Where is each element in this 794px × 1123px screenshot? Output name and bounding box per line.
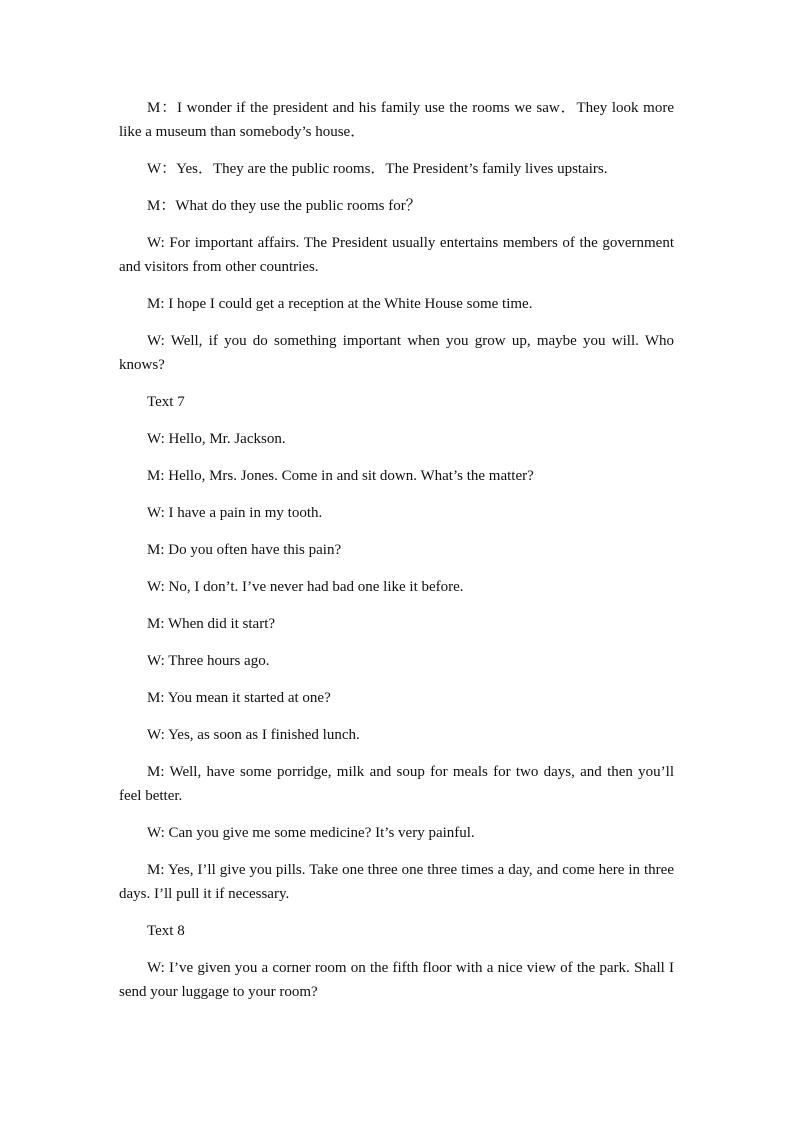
dialogue-line: M: Hello, Mrs. Jones. Come in and sit down. What’s the matter? (147, 468, 534, 484)
dialogue-line: W: I’ve given you a corner room on the fifth floor with a nice view of the park. Shall I send your luggage to your room? (119, 960, 674, 1000)
dialogue-line: M: You mean it started at one? (147, 690, 331, 706)
dialogue-line: W：Yes．They are the public rooms．The President’s family lives upstairs. (147, 161, 608, 177)
section-heading: Text 8 (147, 923, 185, 939)
dialogue-line: W: Hello, Mr. Jackson. (147, 431, 286, 447)
dialogue-line: W: Well, if you do something important when you grow up, maybe you will. Who knows? (119, 333, 674, 373)
dialogue-line: W: Three hours ago. (147, 653, 270, 669)
dialogue-line: M: Yes, I’ll give you pills. Take one three one three times a day, and come here in three days. I’ll pull it if necessary. (119, 862, 674, 902)
dialogue-line: W: Yes, as soon as I finished lunch. (147, 727, 360, 743)
dialogue-line: M: When did it start? (147, 616, 276, 632)
section-heading: Text 7 (147, 394, 185, 410)
dialogue-line: M: Well, have some porridge, milk and soup for meals for two days, and then you’ll feel better. (119, 764, 674, 804)
dialogue-line: M：I wonder if the president and his family use the rooms we saw．They look more like a museum than somebody’s house． (119, 100, 674, 140)
dialogue-line: W: For important affairs. The President usually entertains members of the government and visitors from other countries. (119, 235, 674, 275)
dialogue-line: W: No, I don’t. I’ve never had bad one like it before. (147, 579, 464, 595)
dialogue-line: W: Can you give me some medicine? It’s very painful. (147, 825, 475, 841)
dialogue-line: W: I have a pain in my tooth. (147, 505, 323, 521)
dialogue-line: M: Do you often have this pain? (147, 542, 342, 558)
document-body (119, 96, 674, 1017)
dialogue-line: M：What do they use the public rooms for？ (147, 198, 421, 214)
dialogue-line: M: I hope I could get a reception at the White House some time. (147, 296, 533, 312)
